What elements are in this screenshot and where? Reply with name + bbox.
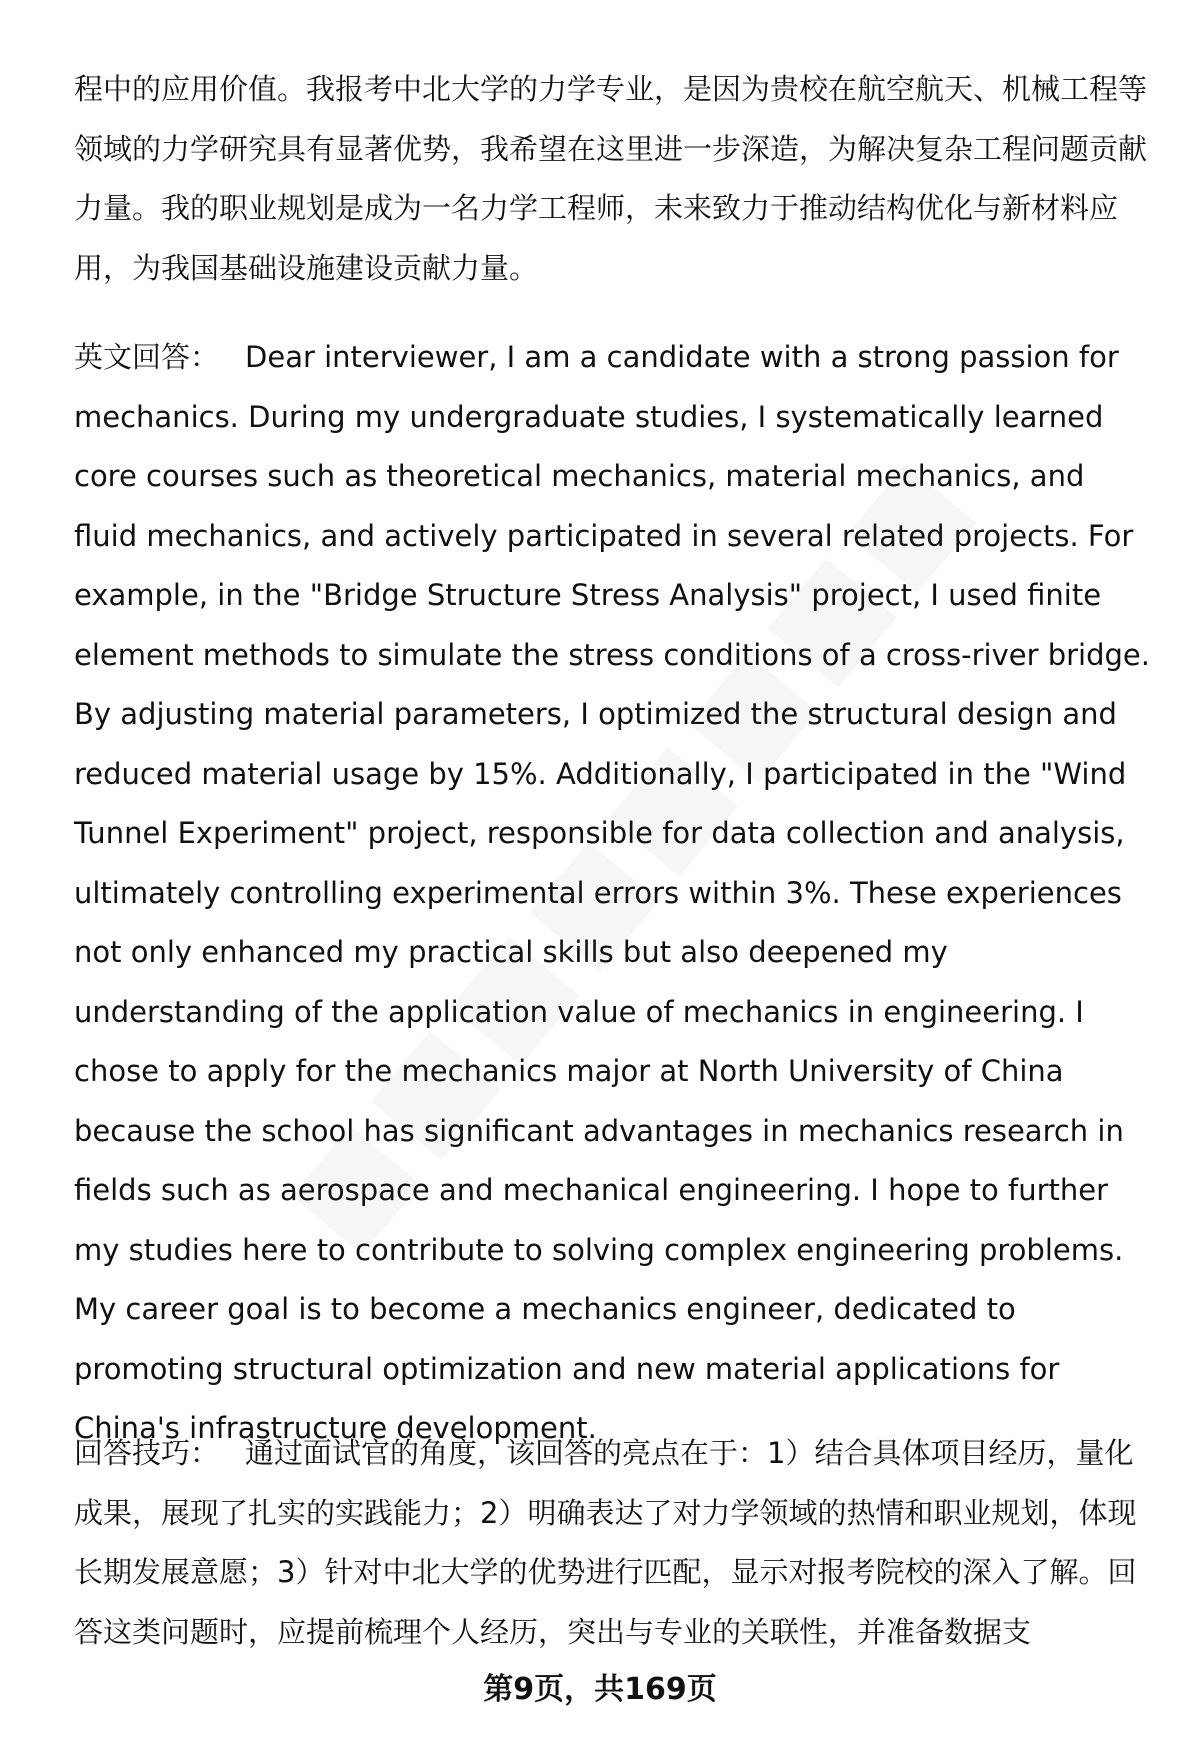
english-answer-paragraph	[74, 328, 1154, 1459]
answer-tips-label: 回答技巧：	[74, 1436, 220, 1470]
english-answer-text: Dear interviewer, I am a candidate with a strong passion for mechanics. During my undergraduate studies, I systematically learned core courses such as theoretical mechanics, material mechanics, and fluid mechanics, and actively participated in several related projects. For example, in the "Bridge Structure Stress Analysis" project, I used finite element methods to simulate the stress conditions of a cross-river bridge. By adjusting material parameters, I optimized the structural design and reduced material usage by 15%. Additionally, I participated in the "Wind Tunnel Experiment" project, responsible for data collection and analysis, ultimately controlling experimental errors within 3%. These experiences not only enhanced my practical skills but also deepened my understanding of the application value of mechanics in engineering. I chose to apply for the mechanics major at North University of China because the school has significant advantages in mechanics research in fields such as aerospace and mechanical engineering. I hope to further my studies here to contribute to solving complex engineering problems. My career goal is to become a mechanics engineer, dedicated to promoting structural optimization and new material applications for China's infrastructure development.	[74, 340, 1150, 1445]
page-number-footer: 第9页，共169页	[483, 1672, 717, 1707]
answer-tips-text: 通过面试官的角度，该回答的亮点在于：1）结合具体项目经历，量化成果，展现了扎实的实践能力；2）明确表达了对力学领域的热情和职业规划，体现长期发展意愿；3）针对中北大学的优势进行匹配，显示对报考院校的深入了解。回答这类问题时，应提前梳理个人经历，突出与专业的关联性，并准备数据支	[74, 1436, 1137, 1649]
intro-paragraph: 程中的应用价值。我报考中北大学的力学专业，是因为贵校在航空航天、机械工程等领域的力学研究具有显著优势，我希望在这里进一步深造，为解决复杂工程问题贡献力量。我的职业规划是成为一名力学工程师，未来致力于推动结构优化与新材料应用，为我国基础设施建设贡献力量。	[74, 72, 1148, 285]
english-answer-label: 英文回答：	[74, 340, 220, 374]
answer-tips-paragraph	[74, 1424, 1154, 1662]
